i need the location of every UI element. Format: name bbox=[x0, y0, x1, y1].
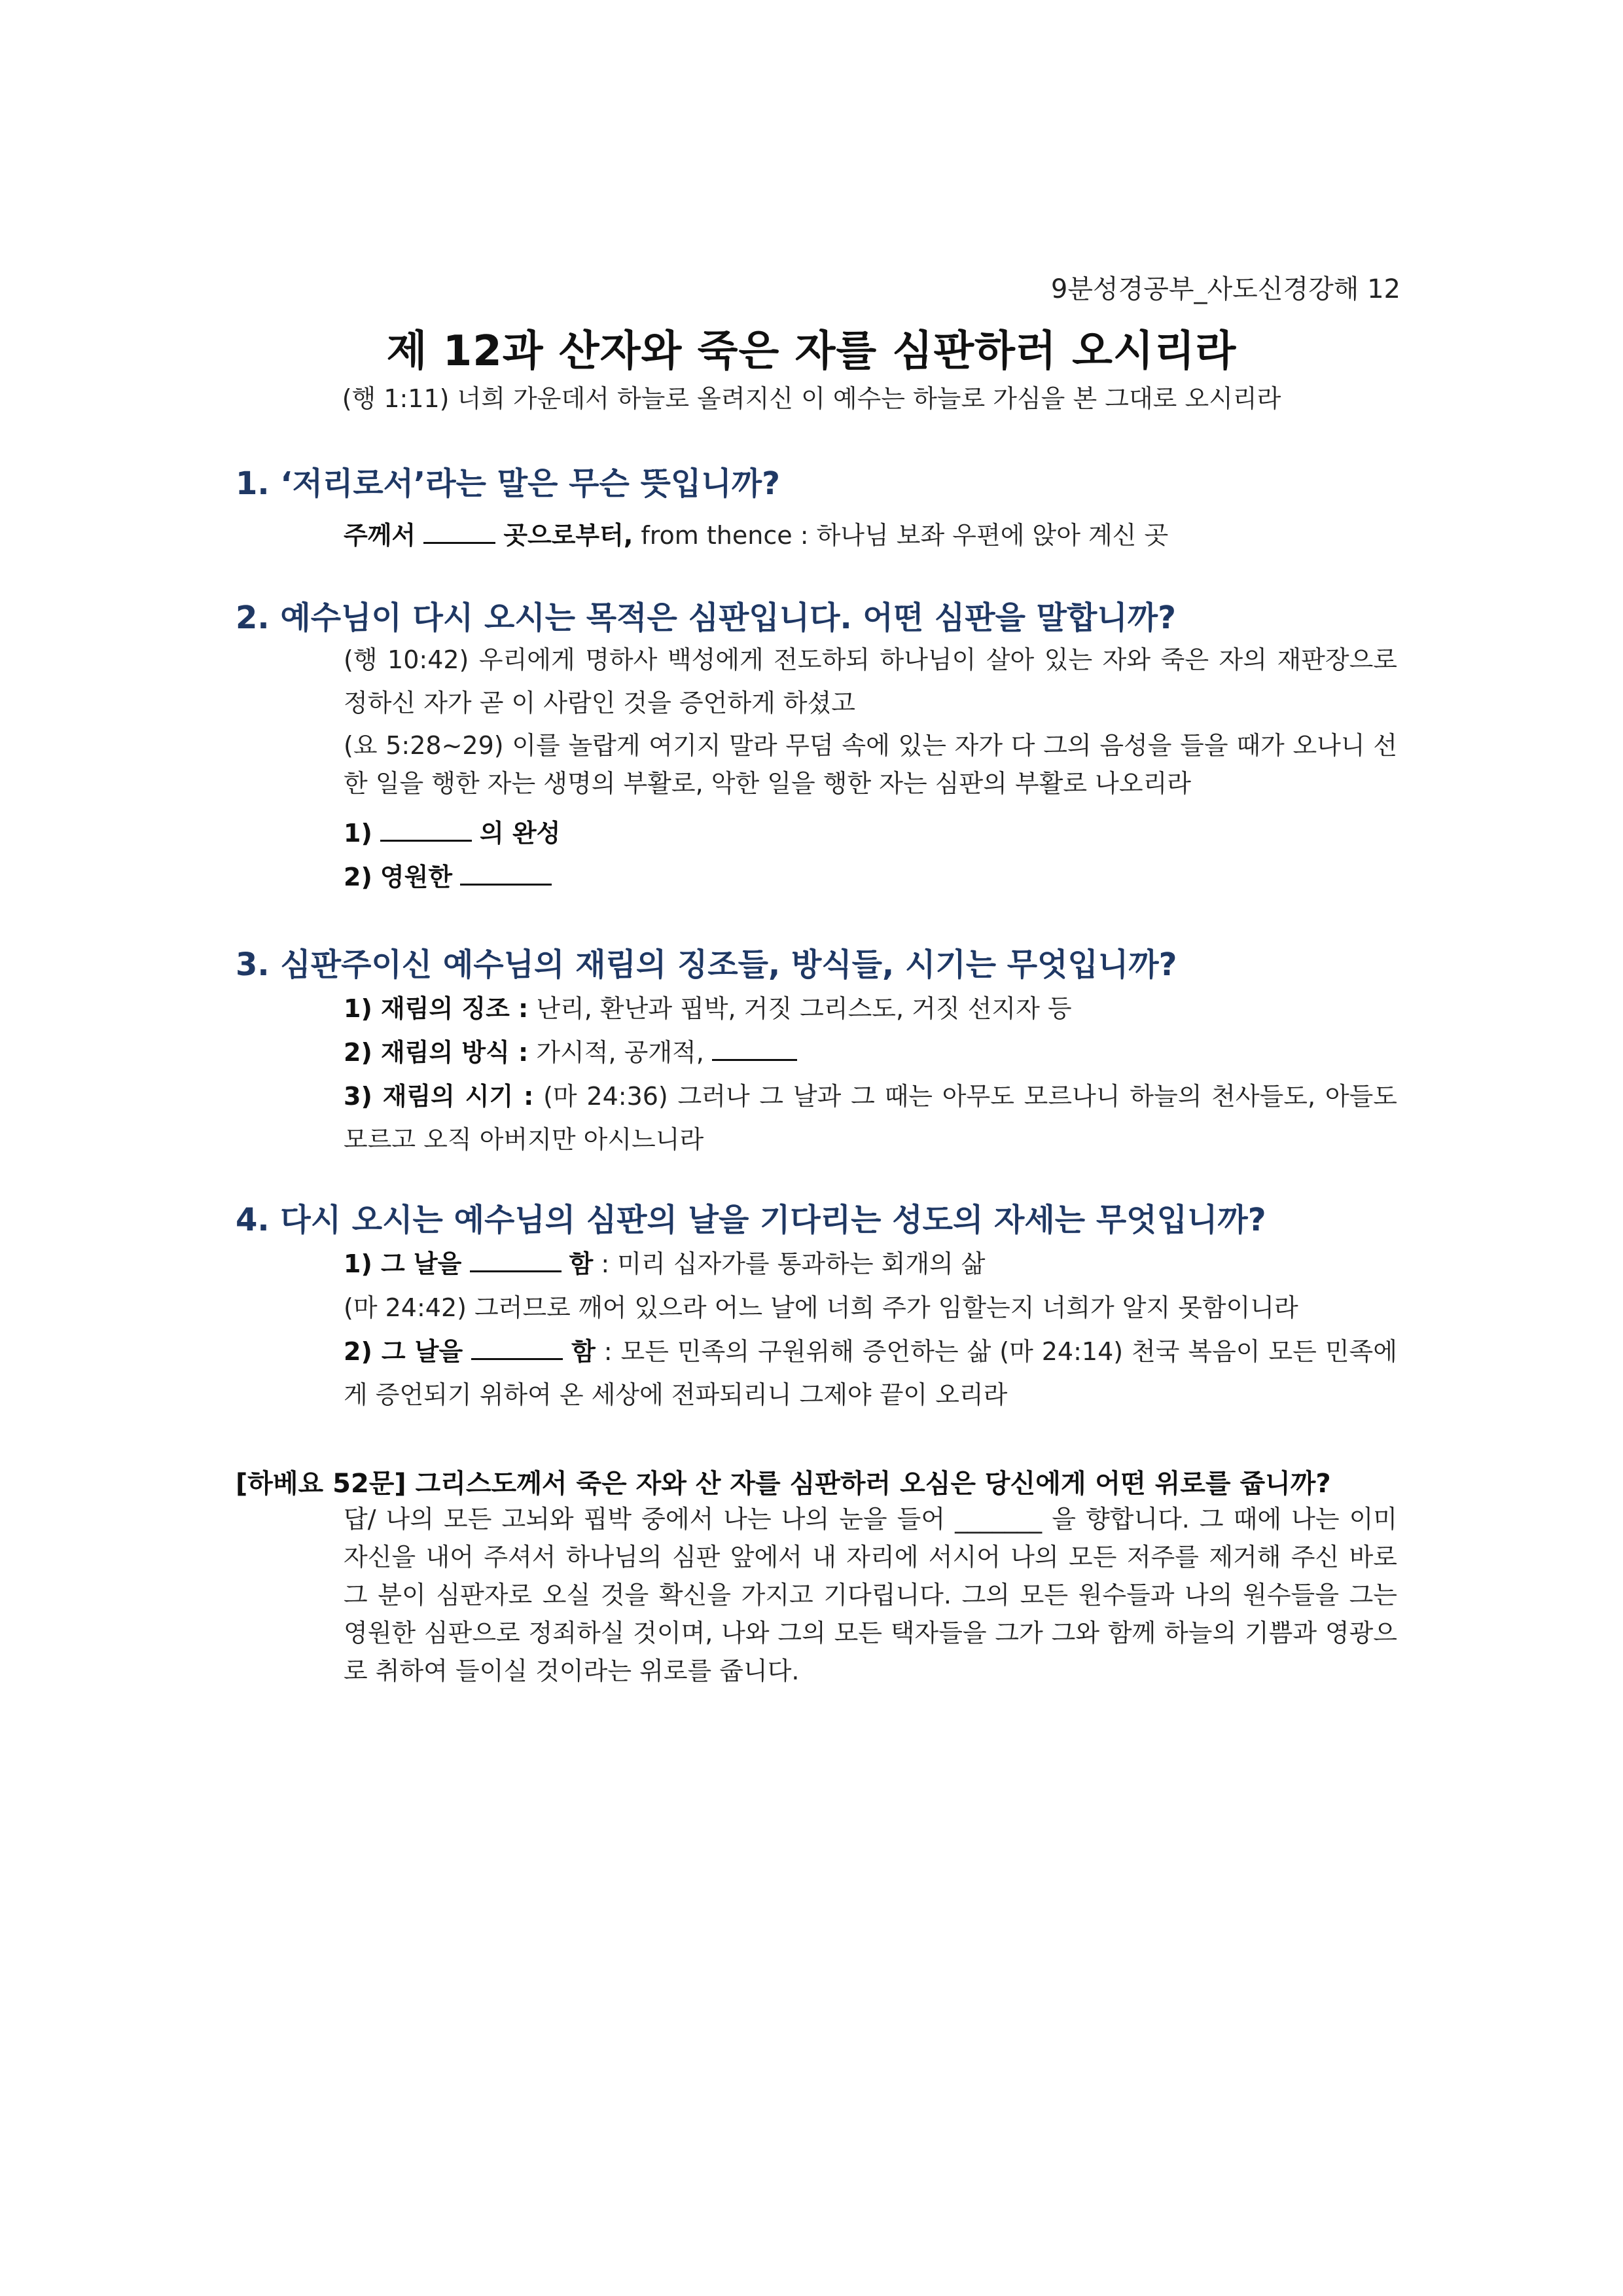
section-4-item-2: 2) 그 날을 함 : 모든 민족의 구원위해 증언하는 삶 (마 24:14) 천국 복음이 모든 민족에게 증언되기 위하여 온 세상에 전파되리니 그제야 끝이 오리라 bbox=[344, 1330, 1397, 1416]
fill-blank bbox=[470, 1247, 562, 1272]
section-3-item-2: 2) 재림의 방식 : 가시적, 공개적, bbox=[344, 1031, 1397, 1074]
fill-blank bbox=[423, 518, 495, 544]
page-title: 제 12과 산자와 죽은 자를 심판하러 오시리라 bbox=[386, 327, 1237, 376]
fill-blank bbox=[380, 816, 472, 842]
section-1-term-end: 곳으로부터, bbox=[503, 521, 633, 550]
section-4-verse: (마 24:42) 그러므로 깨어 있으라 어느 날에 너희 주가 임할는지 너희가 알지 못함이니라 bbox=[344, 1293, 1298, 1322]
fill-blank bbox=[460, 860, 552, 886]
fill-blank bbox=[712, 1035, 797, 1061]
section-4-heading: 4. 다시 오시는 예수님의 심판의 날을 기다리는 성도의 자세는 무엇입니까? bbox=[236, 1202, 1266, 1238]
section-3-item-1: 1) 재림의 징조 : 난리, 환난과 핍박, 거짓 그리스도, 거짓 선지자 등 bbox=[344, 994, 1072, 1023]
catechism-answer: 답/ 나의 모든 고뇌와 핍박 중에서 나는 나의 눈을 들어 _______ 을 향합니다. 그 때에 나는 이미 자신을 내어 주셔서 하나님의 심판 앞에서 내 자리에 서시어 나의 모든 저주를 제거해 주신 바로 그 분이 심판자로 오실 것을 확신을 가지고 기다립니다. 그의 모든 원수들과 나의 원수들을 그는 영원한 심판으로 정죄하실 것이며, 나와 그의 모든 택자들을 그가 그와 함께 하늘의 기쁨과 영광으로 취하여 들이실 것이라는 위로를 줍니다. bbox=[344, 1505, 1397, 1685]
running-header: 9분성경공부_사도신경강해 12 bbox=[1050, 274, 1400, 304]
section-2-heading: 2. 예수님이 다시 오시는 목적은 심판입니다. 어떤 심판을 말합니까? bbox=[236, 600, 1176, 636]
section-1-heading: 1. ‘저리로서’라는 말은 무슨 뜻입니까? bbox=[236, 465, 780, 502]
page-subtitle: (행 1:11) 너희 가운데서 하늘로 올려지신 이 예수는 하늘로 가심을 본 그대로 오시리라 bbox=[342, 384, 1281, 413]
section-2-verse-1: (행 10:42) 우리에게 명하사 백성에게 전도하되 하나님이 살아 있는 자와 죽은 자의 재판장으로 정하신 자가 곧 이 사람인 것을 증언하게 하셨고 bbox=[344, 645, 1397, 717]
section-3-heading: 3. 심판주이신 예수님의 재림의 징조들, 방식들, 시기는 무엇입니까? bbox=[236, 946, 1177, 983]
section-2-item-2: 2) 영원한 bbox=[344, 855, 1397, 899]
section-2-item-1: 1) 의 완성 bbox=[344, 812, 1397, 855]
section-2-verse-2: (요 5:28~29) 이를 놀랍게 여기지 말라 무덤 속에 있는 자가 다 그의 음성을 들을 때가 오나니 선한 일을 행한 자는 생명의 부활로, 악한 일을 행한 자는 심판의 부활로 나오리라 bbox=[344, 731, 1397, 798]
section-4-item-1: 1) 그 날을 함 : 미리 십자가를 통과하는 회개의 삶 bbox=[344, 1242, 1397, 1285]
catechism-question: [하베요 52문] 그리스도께서 죽은 자와 산 자를 심판하러 오심은 당신에게 어떤 위로를 줍니까? bbox=[236, 1469, 1331, 1499]
fill-blank bbox=[471, 1335, 563, 1360]
section-1-line bbox=[344, 514, 1397, 557]
section-1-term: 주께서 bbox=[344, 521, 416, 550]
section-1-rest: from thence : 하나님 보좌 우편에 앉아 계신 곳 bbox=[641, 521, 1169, 550]
section-3-item-3: 3) 재림의 시기 : (마 24:36) 그러나 그 날과 그 때는 아무도 모르나니 하늘의 천사들도, 아들도 모르고 오직 아버지만 아시느니라 bbox=[344, 1082, 1397, 1154]
